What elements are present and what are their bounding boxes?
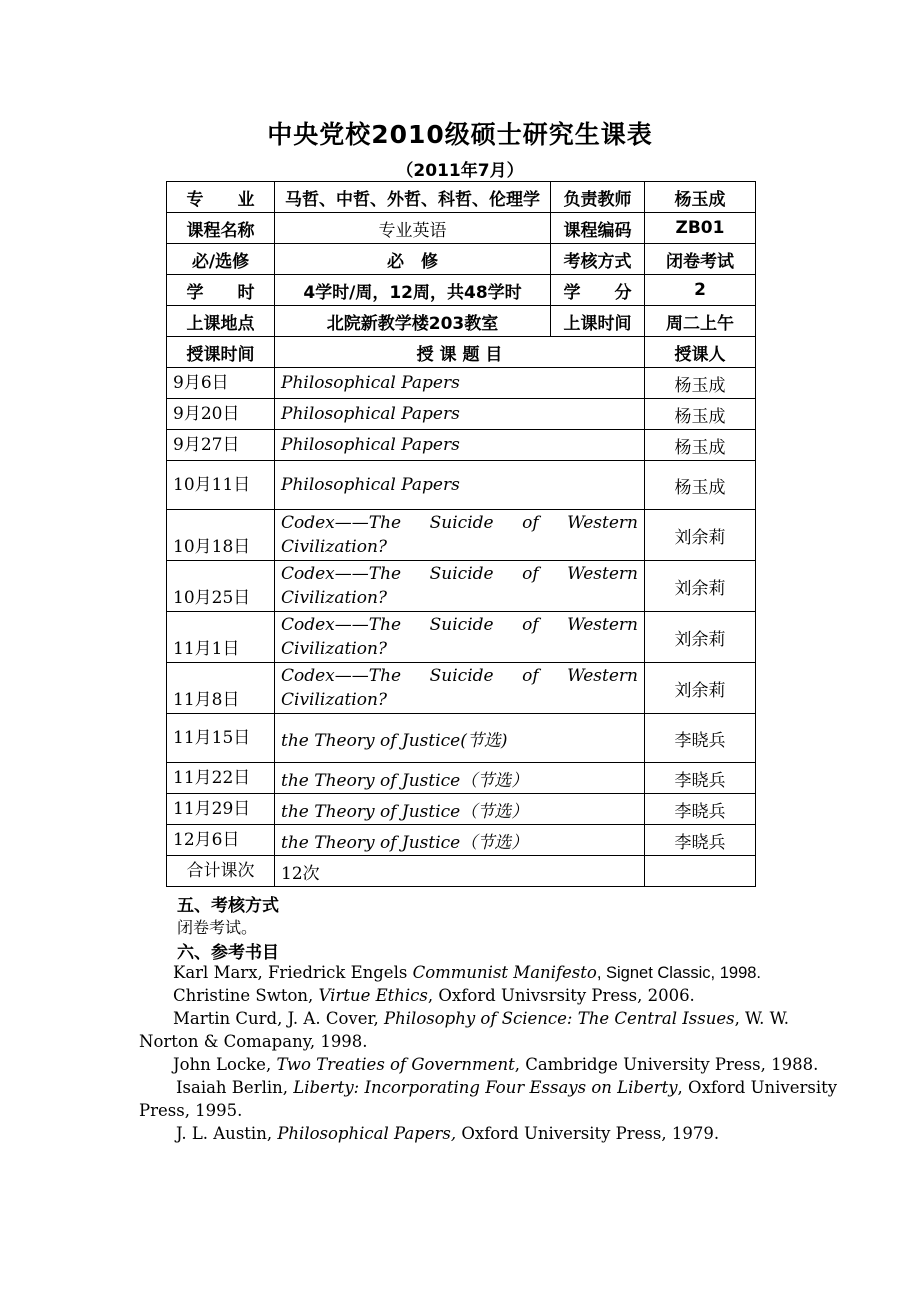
schedule-table [166,181,756,887]
ref-publisher: Oxford University Press, 1979. [456,1124,720,1143]
time-value: 周二上午 [645,306,756,337]
info-row-required [167,244,756,275]
page-subtitle: （2011年7月） [396,161,524,181]
topic-word: Western [567,513,638,533]
table-row [167,763,756,794]
topic-line-2: Civilization? [281,537,388,557]
reference-item [173,961,761,985]
table-row [167,612,756,663]
session-lecturer: 李晓兵 [645,825,756,856]
topic-word: Suicide [429,666,494,686]
session-topic [275,663,645,714]
topic-word: of [522,564,539,584]
time-label: 上课时间 [551,306,645,337]
topic-line-2: Civilization? [281,588,388,608]
topic-word: Suicide [429,564,494,584]
required-value: 必 修 [275,244,551,275]
topic-word: Suicide [429,513,494,533]
total-label: 合计课次 [167,856,275,887]
ref-publisher: , Oxford University [677,1078,838,1097]
info-row-hours [167,275,756,306]
reference-item [173,1007,789,1030]
ref-publisher: , W. W. [734,1009,789,1028]
topic-word: Codex——The [281,564,402,584]
topic-word: of [522,513,539,533]
topic-word: Western [567,615,638,635]
session-topic [275,510,645,561]
major-value: 马哲、中哲、外哲、科哲、伦理学 [275,182,551,213]
table-row [167,663,756,714]
col-lecturer-header: 授课人 [645,337,756,368]
table-row [167,825,756,856]
exam-label: 考核方式 [551,244,645,275]
section5-heading: 五、考核方式 [177,896,279,916]
session-date: 11月15日 [167,714,275,763]
ref-title: Philosophical Papers, [277,1124,457,1143]
session-lecturer: 刘余莉 [645,561,756,612]
ref-title: Philosophy of Science: The Central Issues [384,1009,735,1028]
session-topic: the Theory of Justice（节选） [275,825,645,856]
session-lecturer: 杨玉成 [645,399,756,430]
ref-author: Isaiah Berlin, [176,1078,294,1097]
table-row [167,510,756,561]
col-time-header: 授课时间 [167,337,275,368]
reference-item [176,1122,719,1145]
credit-label: 学 分 [551,275,645,306]
ref-author: Martin Curd, J. A. Cover, [173,1009,385,1028]
reference-item [173,1053,818,1076]
session-date: 11月29日 [167,794,275,825]
info-row-major [167,182,756,213]
required-label: 必/选修 [167,244,275,275]
session-lecturer: 李晓兵 [645,714,756,763]
topic-word: Suicide [429,615,494,635]
topic-word: Western [567,564,638,584]
hours-value: 4学时/周，12周，共48学时 [275,275,551,306]
session-date: 9月6日 [167,368,275,399]
ref-author: Karl Marx, Friedrick Engels [173,963,413,982]
hours-label: 学 时 [167,275,275,306]
topic-word: of [522,666,539,686]
topic-line-2: Civilization? [281,639,388,659]
reference-continuation: Press, 1995. [139,1101,243,1120]
session-date: 12月6日 [167,825,275,856]
exam-value: 闭卷考试 [645,244,756,275]
table-row [167,561,756,612]
topic-word: Codex——The [281,615,402,635]
ref-title: Virtue Ethics [318,986,428,1005]
session-date: 9月27日 [167,430,275,461]
session-lecturer: 杨玉成 [645,461,756,510]
session-date: 10月11日 [167,461,275,510]
session-topic: Philosophical Papers [275,368,645,399]
total-lecturer [645,856,756,887]
session-topic [275,612,645,663]
session-date: 9月20日 [167,399,275,430]
total-row [167,856,756,887]
session-lecturer: 刘余莉 [645,612,756,663]
table-row [167,430,756,461]
credit-value: 2 [645,275,756,306]
topic-word: of [522,615,539,635]
ref-author: Christine Swton, [173,986,319,1005]
ref-publisher: , Cambridge University Press, 1988. [514,1055,819,1074]
session-topic: the Theory of Justice（节选） [275,794,645,825]
info-row-course [167,213,756,244]
page-title: 中央党校2010级硕士研究生课表 [267,120,653,149]
section6-heading: 六、参考书目 [177,943,279,963]
info-row-place [167,306,756,337]
code-value: ZB01 [645,213,756,244]
major-label: 专 业 [167,182,275,213]
session-lecturer: 李晓兵 [645,794,756,825]
session-topic: Philosophical Papers [275,461,645,510]
ref-title: Communist Manifesto [412,963,597,982]
session-topic [275,561,645,612]
place-label: 上课地点 [167,306,275,337]
session-topic: Philosophical Papers [275,399,645,430]
topic-word: Western [567,666,638,686]
session-date: 11月22日 [167,763,275,794]
ref-author: John Locke, [173,1055,277,1074]
course-value: 专业英语 [275,213,551,244]
session-date: 10月18日 [167,510,275,561]
session-topic: the Theory of Justice(节选) [275,714,645,763]
ref-publisher: , Signet Classic, 1998. [596,964,762,982]
session-date: 11月8日 [167,663,275,714]
reference-continuation: Norton & Comapany, 1998. [139,1032,368,1051]
topic-word: Codex——The [281,666,402,686]
ref-title: Liberty: Incorporating Four Essays on Liberty [293,1078,678,1097]
session-lecturer: 杨玉成 [645,430,756,461]
topic-word: Codex——The [281,513,402,533]
total-value: 12次 [275,856,645,887]
topic-line-2: Civilization? [281,690,388,710]
teacher-label: 负责教师 [551,182,645,213]
ref-title: Two Treaties of Government [276,1055,515,1074]
place-value: 北院新教学楼203教室 [275,306,551,337]
ref-author: J. L. Austin, [176,1124,278,1143]
column-header-row [167,337,756,368]
table-row [167,368,756,399]
session-date: 10月25日 [167,561,275,612]
code-label: 课程编码 [551,213,645,244]
table-row [167,461,756,510]
session-topic: Philosophical Papers [275,430,645,461]
session-lecturer: 刘余莉 [645,663,756,714]
course-label: 课程名称 [167,213,275,244]
session-date: 11月1日 [167,612,275,663]
reference-item [176,1076,837,1099]
session-lecturer: 刘余莉 [645,510,756,561]
table-row [167,399,756,430]
session-topic: the Theory of Justice（节选） [275,763,645,794]
ref-publisher: , Oxford Univsrsity Press, 2006. [427,986,695,1005]
session-lecturer: 杨玉成 [645,368,756,399]
session-lecturer: 李晓兵 [645,763,756,794]
section5-text: 闭卷考试。 [177,918,258,937]
col-topic-header: 授 课 题 目 [275,337,645,368]
table-row [167,794,756,825]
table-row [167,714,756,763]
teacher-value: 杨玉成 [645,182,756,213]
reference-item [173,984,695,1007]
